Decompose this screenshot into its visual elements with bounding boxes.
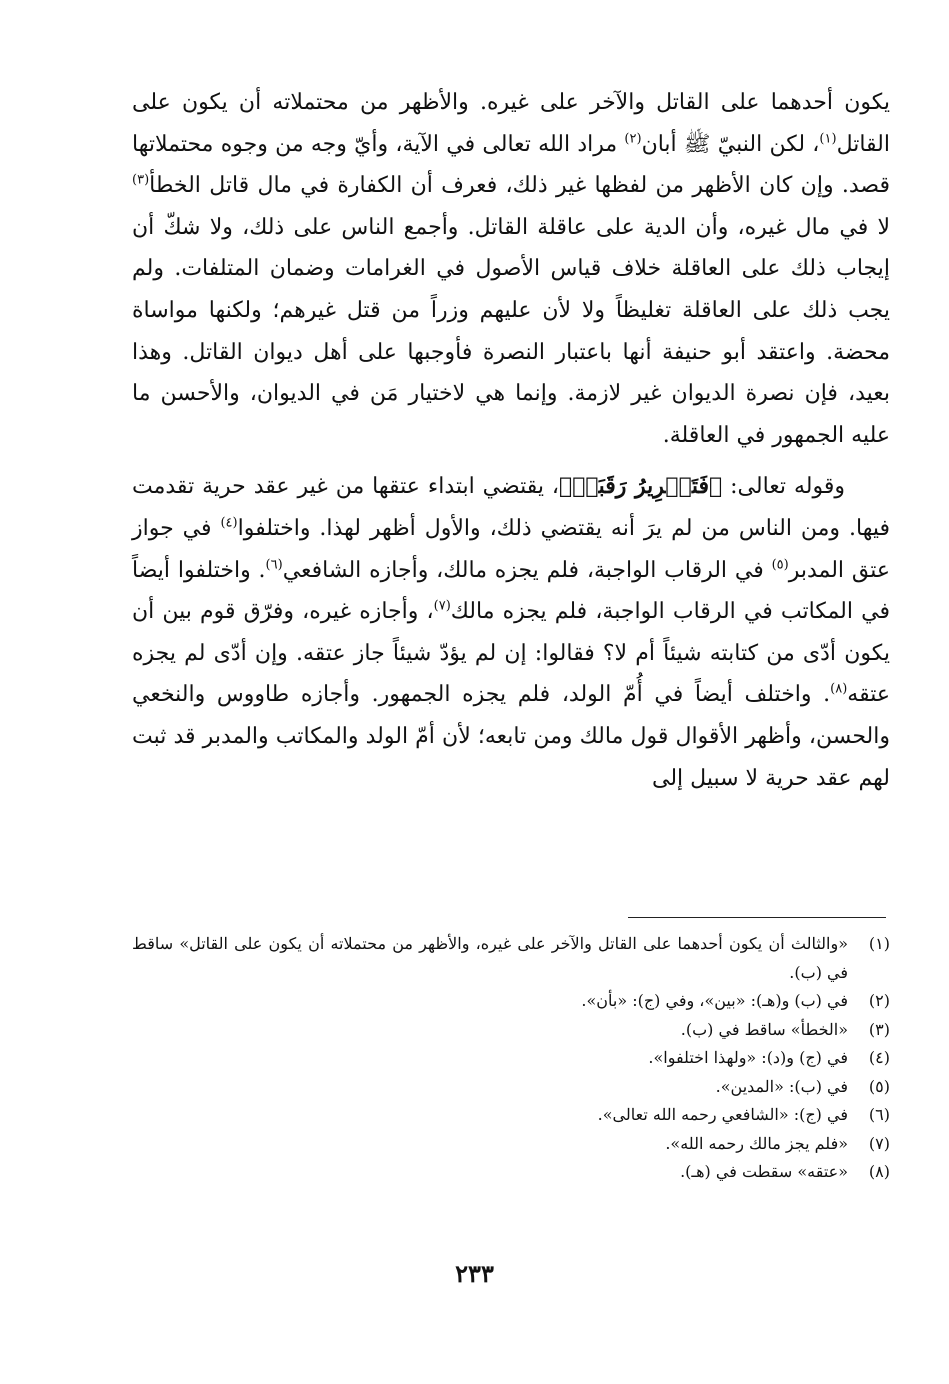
footnote	[132, 1044, 890, 1073]
text-segment: وقوله تعالى:	[722, 474, 845, 500]
paragraph	[132, 82, 890, 456]
text-segment: مراد الله تعالى في الآية، وأيّ وجه من وجوه محتملاتها قصد. وإن كان الأظهر من لفظها غير ذلك، فعرف أن الكفارة في مال قاتل الخطأ	[132, 131, 890, 199]
footnote	[132, 1158, 890, 1187]
footnote-number: (٧)	[868, 1133, 890, 1153]
text-segment: ، يقتضي ابتداء عتقها من غير عقد حرية تقدمت فيها. ومن الناس من لم يرَ أنه يقتضي ذلك، والأول أظهر لهذا. واختلفوا	[132, 474, 890, 541]
footnote	[132, 930, 890, 987]
main-text	[132, 82, 890, 799]
footnotes	[132, 930, 890, 1187]
footnote-text: في (ج) و(د): «ولهذا اختلفوا».	[648, 1048, 848, 1067]
quran-quote: ﴿فَتَحۡرِيرُ رَقَبَةٖ﴾	[559, 473, 723, 500]
footnote-ref: (٥)	[771, 557, 789, 573]
footnote-number: (٢)	[868, 991, 890, 1010]
footnote-ref: (١)	[819, 131, 837, 147]
paragraph	[132, 466, 890, 799]
footnote-text: «والثالث أن يكون أحدهما على القاتل والآخر على غيره، والأظهر من محتملاته أن يكون على القاتل» ساقط في (ب).	[132, 934, 848, 982]
footnote-number: (٦)	[868, 1105, 890, 1124]
text-segment: ، لكن النبيّ ﷺ أبان	[641, 131, 820, 157]
text-segment: . واختلف أيضاً في أُمّ الولد، فلم يجزه الجمهور. وأجازه طاووس والنخعي والحسن، وأظهر الأقوال قول مالك ومن تابعه؛ لأن أمّ الولد والمكاتب والمدبر قد ثبت لهم عقد حرية لا سبيل إلى	[132, 682, 890, 791]
footnote-text: «فلم يجز مالك رحمه الله».	[665, 1133, 848, 1153]
page-number: ٢٣٣	[455, 1259, 494, 1288]
footnote	[132, 1101, 890, 1130]
footnote-ref: (٨)	[830, 681, 848, 697]
footnote-divider	[628, 917, 886, 918]
footnote-text: في (ب): «المدين».	[715, 1076, 848, 1096]
text-segment: في الرقاب الواجبة، فلم يجزه مالك، وأجازه الشافعي	[282, 557, 772, 583]
text-segment: في جواز عتق المدبر	[132, 515, 890, 583]
footnote-number: (١)	[868, 934, 890, 953]
footnote-text: في (ج): «الشافعي رحمه الله تعالى».	[597, 1105, 848, 1124]
footnote	[132, 987, 890, 1016]
footnote-ref: (٤)	[220, 515, 238, 531]
text-segment: . واختلفوا أيضاً في المكاتب في الرقاب الواجبة، فلم يجزه مالك	[132, 557, 890, 625]
text-segment: ، وأجازه غيره، وفرّق قوم بين أن يكون أدّى من كتابته شيئاً أم لا؟ فقالوا: إن لم يؤدّ شيئاً جاز عتقه. وإن أدّى لم يجزه عتقه	[132, 599, 890, 708]
footnote	[132, 1016, 890, 1045]
footnote-number: (٥)	[868, 1076, 890, 1096]
text-segment: لا في مال غيره، وأن الدية على عاقلة القاتل. وأجمع الناس على ذلك، ولا شكّ أن إيجاب ذلك على العاقلة خلاف قياس الأصول في الغرامات وضمان المتلفات. ولم يجب ذلك على العاقلة تغليظاً ولا لأن عليهم وزراً من قتل غيرهم؛ ولكنها مواساة محضة. واعتقد أبو حنيفة أنها باعتبار النصرة فأوجبها على أهل ديوان القاتل. وهذا بعيد، فإن نصرة الديوان غير لازمة. وإنما هي لاختيار مَن في الديوان، والأحسن ما عليه الجمهور في العاقلة.	[132, 214, 890, 448]
footnote	[132, 1130, 890, 1159]
footnote-text: في (ب) و(هـ): «بين»، وفي (ج): «بأن».	[581, 991, 848, 1010]
footnote-number: (٣)	[868, 1019, 890, 1039]
footnote-ref: (٣)	[132, 172, 150, 188]
text-segment: يكون أحدهما على القاتل والآخر على غيره. والأظهر من محتملاته أن يكون على القاتل	[132, 90, 890, 157]
footnote-ref: (٦)	[265, 557, 283, 573]
footnote-ref: (٢)	[624, 131, 642, 147]
footnote-text: «الخطأ» ساقط في (ب).	[680, 1019, 848, 1039]
footnote-number: (٤)	[868, 1048, 890, 1067]
footnote-number: (٨)	[868, 1162, 890, 1181]
footnote-ref: (٧)	[433, 598, 451, 614]
footnote-text: «عتقه» سقطت في (هـ).	[680, 1162, 848, 1181]
footnote	[132, 1073, 890, 1102]
